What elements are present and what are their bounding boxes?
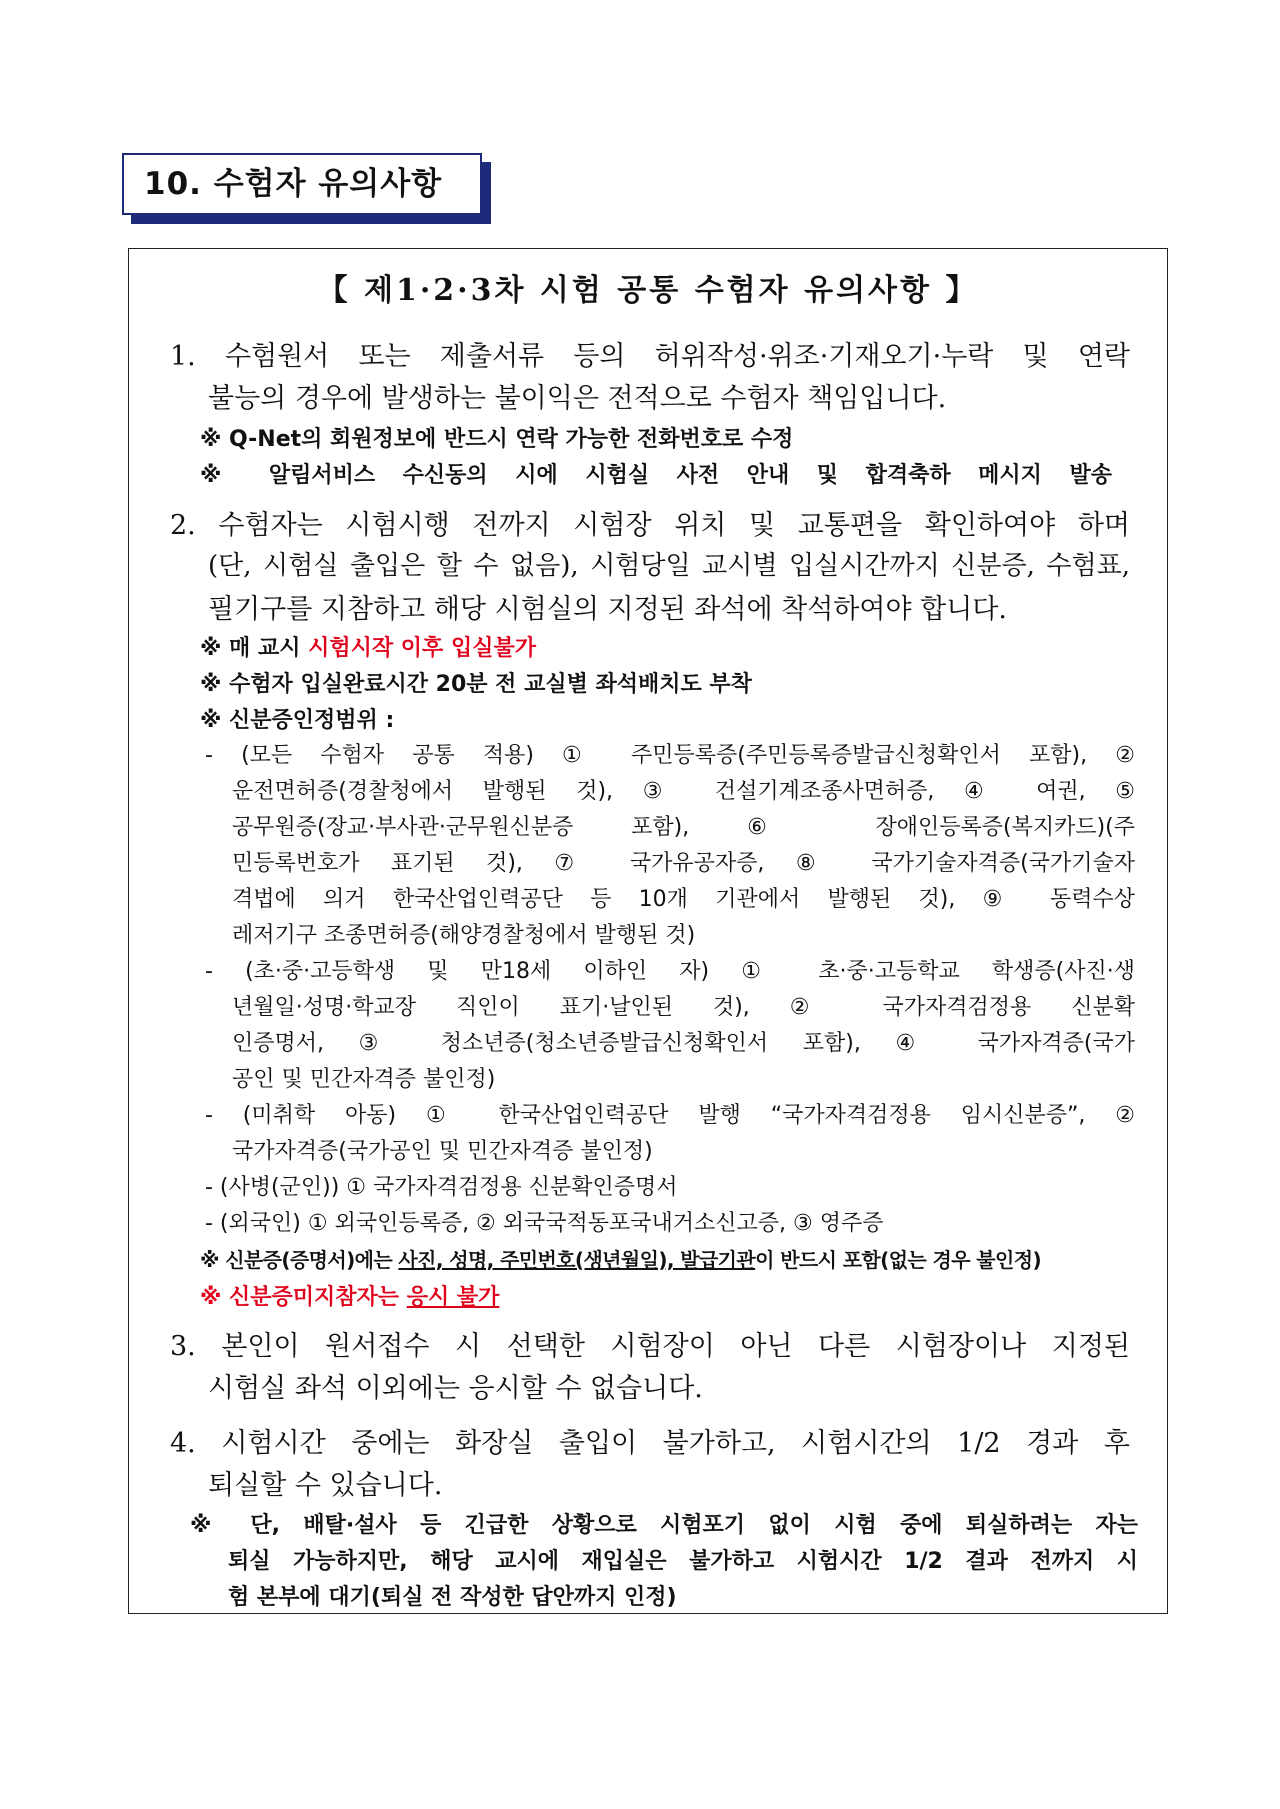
- id-line: 운전면허증(경찰청에서 발행된 것), ③ 건설기계조종사면허증, ④ 여권, ⑤: [232, 779, 1135, 804]
- item1-line2: 불능의 경우에 발생하는 불이익은 전적으로 수험자 책임입니다.: [208, 383, 947, 414]
- id-line: 격법에 의거 한국산업인력공단 등 10개 기관에서 발행된 것), ⑨ 동력수상: [232, 887, 1135, 912]
- item2-line3: 필기구를 지참하고 해당 시험실의 지정된 좌석에 착석하여야 합니다.: [208, 594, 1007, 625]
- item1-note1: ※ Q-Net의 회원정보에 반드시 연락 가능한 전화번호로 수정: [200, 427, 794, 452]
- id-line: - (외국인) ① 외국인등록증, ② 외국국적동포국내거소신고증, ③ 영주증: [205, 1211, 884, 1236]
- item3-line2: 시험실 좌석 이외에는 응시할 수 없습니다.: [208, 1373, 703, 1404]
- item2-line2: (단, 시험실 출입은 할 수 없음), 시험당일 교시별 입실시간까지 신분증, 수험표,: [208, 551, 1130, 581]
- cannot-take-exam: 응시 불가: [406, 1285, 500, 1310]
- item2-note2: ※ 수험자 입실완료시간 20분 전 교실별 좌석배치도 부착: [200, 672, 752, 697]
- item4-note1: ※ 단, 배탈·설사 등 긴급한 상황으로 시험포기 없이 시험 중에 퇴실하려는 자는: [190, 1513, 1138, 1538]
- item4-note3: 험 본부에 대기(퇴실 전 작성한 답안까지 인정): [228, 1585, 677, 1610]
- item3-line1: 3. 본인이 원서접수 시 선택한 시험장이 아닌 다른 시험장이나 지정된: [170, 1331, 1130, 1362]
- id-line: 인증명서, ③ 청소년증(청소년증발급신청확인서 포함), ④ 국가자격증(국가: [232, 1031, 1135, 1056]
- id-line: 국가자격증(국가공인 및 민간자격증 불인정): [232, 1139, 653, 1164]
- id-line: - (모든 수험자 공통 적용) ① 주민등록증(주민등록증발급신청확인서 포함), ②: [205, 743, 1135, 768]
- item2-note1: ※ 매 교시 시험시작 이후 입실불가: [200, 636, 536, 661]
- required-fields: 사진, 성명, 주민번호(생년월일), 발급기관: [398, 1248, 756, 1272]
- item1-line1: 1. 수험원서 또는 제출서류 등의 허위작성·위조·기재오기·누락 및 연락: [170, 341, 1130, 372]
- id-line: 민등록번호가 표기된 것), ⑦ 국가유공자증, ⑧ 국가기술자격증(국가기술자: [232, 851, 1135, 876]
- no-entry-warning: 시험시작 이후 입실불가: [308, 636, 536, 661]
- item2-note4: ※ 신분증(증명서)에는 사진, 성명, 주민번호(생년월일), 발급기관이 반드시 포함(없는 경우 불인정): [200, 1248, 1042, 1272]
- id-line: - (초·중·고등학생 및 만18세 이하인 자) ① 초·중·고등학교 학생증(사진·생: [205, 959, 1135, 984]
- id-line: 공인 및 민간자격증 불인정): [232, 1067, 496, 1092]
- box-title: 【 제1·2·3차 시험 공통 수험자 유의사항 】: [317, 273, 979, 308]
- id-line: - (사병(군인)) ① 국가자격검정용 신분확인증명서: [205, 1175, 678, 1200]
- item2-line1: 2. 수험자는 시험시행 전까지 시험장 위치 및 교통편을 확인하여야 하며: [170, 510, 1130, 541]
- id-line: 레저기구 조종면허증(해양경찰청에서 발행된 것): [232, 923, 696, 948]
- item2-note3: ※ 신분증인정범위 :: [200, 708, 395, 733]
- id-line: 년월일·성명·학교장 직인이 표기·날인된 것), ② 국가자격검정용 신분확: [232, 995, 1135, 1020]
- item1-note2: ※ 알림서비스 수신동의 시에 시험실 사전 안내 및 합격축하 메시지 발송: [200, 463, 1112, 488]
- id-line: - (미취학 아동) ① 한국산업인력공단 발행 “국가자격검정용 임시신분증”, ②: [205, 1103, 1135, 1128]
- item2-note5: ※ 신분증미지참자는 응시 불가: [200, 1285, 500, 1310]
- item4-note2: 퇴실 가능하지만, 해당 교시에 재입실은 불가하고 시험시간 1/2 결과 전까지 시: [228, 1549, 1138, 1574]
- item4-line1: 4. 시험시간 중에는 화장실 출입이 불가하고, 시험시간의 1/2 경과 후: [170, 1428, 1130, 1459]
- section-title: 10. 수험자 유의사항: [122, 153, 482, 215]
- item4-line2: 퇴실할 수 있습니다.: [208, 1470, 443, 1501]
- id-line: 공무원증(장교·부사관·군무원신분증 포함), ⑥ 장애인등록증(복지카드)(주: [232, 815, 1135, 840]
